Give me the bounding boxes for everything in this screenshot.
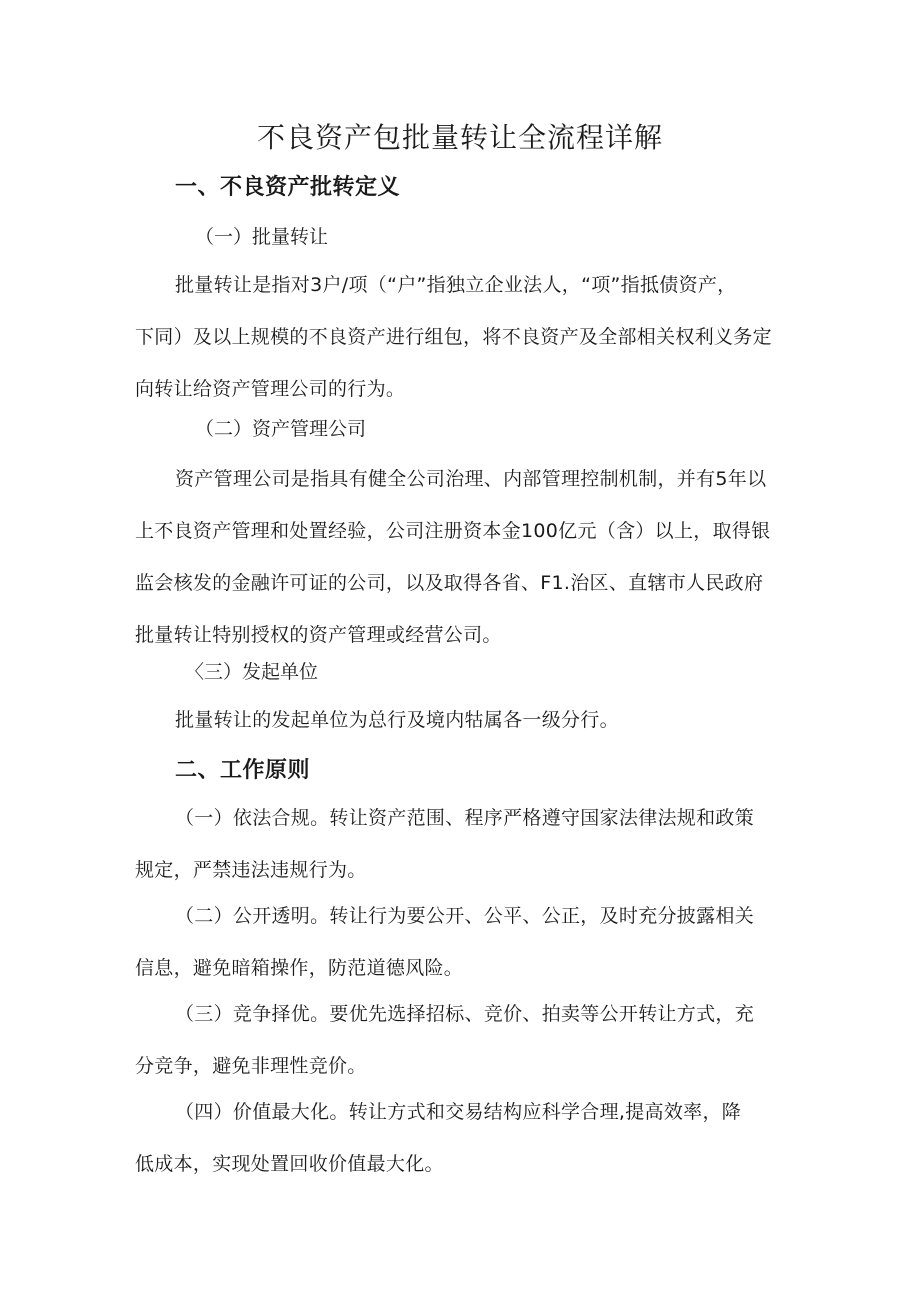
- paragraph-line: 规定，严禁违法违规行为。: [135, 859, 367, 881]
- subsection-heading-batch-transfer: （一）批量转让: [195, 226, 329, 248]
- paragraph-line: 资产管理公司是指具有健全公司治理、内部管理控制机制，并有5年以: [175, 468, 767, 490]
- paragraph-initiator: [135, 694, 795, 746]
- paragraph-line: （二）公开透明。转让行为要公开、公平、公正，及时充分披露相关: [175, 905, 755, 927]
- section-heading-principles: 二、工作原则: [175, 758, 311, 783]
- section-heading-definition: 一、不良资产批转定义: [175, 175, 401, 200]
- subsection-heading-initiator: 〈三）发起单位: [185, 661, 319, 683]
- paragraph-principle-value: [135, 1086, 795, 1190]
- paragraph-batch-transfer: [135, 259, 795, 415]
- paragraph-amc: [135, 453, 795, 661]
- paragraph-line: （四）价值最大化。转让方式和交易结构应科学合理,提高效率，降: [175, 1101, 742, 1123]
- paragraph-line: 监会核发的金融许可证的公司，以及取得各省、F1.治区、直辖市人民政府: [135, 572, 764, 594]
- paragraph-line: 上不良资产管理和处置经验，公司注册资本金100亿元（含）以上，取得银: [135, 520, 771, 542]
- paragraph-principle-transparency: [135, 890, 795, 994]
- paragraph-line: 批量转让的发起单位为总行及境内牯属各一级分行。: [175, 709, 619, 731]
- paragraph-line: （一）依法合规。转让资产范围、程序严格遵守国家法律法规和政策: [175, 807, 755, 829]
- paragraph-line: （三）竞争择优。要优先选择招标、竞价、拍卖等公开转让方式，充: [175, 1003, 755, 1025]
- paragraph-line: 低成本，实现处置回收价值最大化。: [135, 1153, 444, 1175]
- paragraph-line: 分竞争，避免非理性竞价。: [135, 1055, 367, 1077]
- paragraph-principle-compliance: [135, 792, 795, 896]
- document-title: 不良资产包批量转让全流程详解: [256, 121, 663, 154]
- paragraph-line: 批量转让特别授权的资产管理或经营公司。: [135, 624, 502, 646]
- paragraph-line: 批量转让是指对3户/项（“户”指独立企业法人，“项”指抵债资产，: [175, 274, 737, 296]
- paragraph-line: 下同）及以上规模的不良资产进行组包，将不良资产及全部相关权利义务定: [135, 326, 772, 348]
- subsection-heading-amc: （二）资产管理公司: [195, 418, 367, 440]
- paragraph-line: 向转让给资产管理公司的行为。: [135, 378, 406, 400]
- paragraph-principle-competition: [135, 988, 795, 1092]
- paragraph-line: 信息，避免暗箱操作，防范道德风险。: [135, 957, 464, 979]
